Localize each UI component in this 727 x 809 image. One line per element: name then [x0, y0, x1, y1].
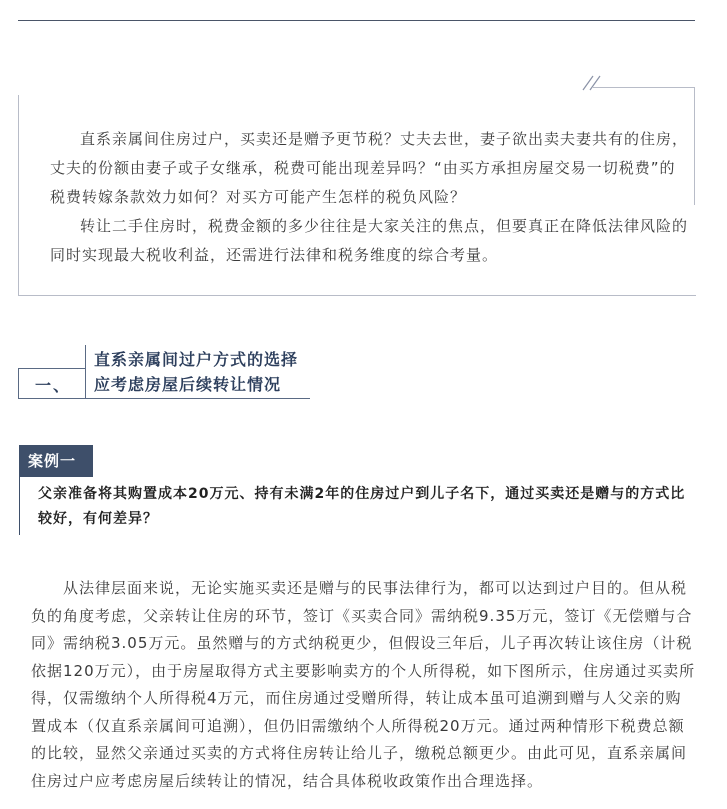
section-underline [85, 398, 310, 399]
case-side-line [19, 477, 20, 535]
section-number-box [18, 368, 85, 399]
top-divider [18, 20, 695, 21]
intro-paragraph: 转让二手住房时，税费金额的多少往往是大家关注的焦点，但要真正在降低法律风险的同时实现最大税收利益，还需进行法律和税务维度的综合考量。 [50, 217, 689, 264]
intro-box-bottom-border [18, 295, 696, 296]
intro-box-top-border [593, 87, 695, 88]
intro-box [18, 95, 696, 297]
section-title-line: 直系亲属间过户方式的选择 [94, 350, 299, 369]
intro-box-left-border [18, 95, 19, 295]
intro-paragraph: 直系亲属间住房过户，买卖还是赠予更节税？丈夫去世，妻子欲出卖夫妻共有的住房，丈夫的份额由妻子或子女继承，税费可能出现差异吗？“由买方承担房屋交易一切税费”的税费转嫁条款效力如何？对买方可能产生怎样的税负风险？ [50, 130, 689, 206]
case-question: 父亲准备将其购置成本20万元、持有未满2年的住房过户到儿子名下，通过买卖还是赠与的方式比较好，有何差异？ [38, 486, 686, 527]
intro-box-right-border [694, 87, 695, 205]
body-paragraph: 从法律层面来说，无论实施买卖还是赠与的民事法律行为，都可以达到过户目的。但从税负的角度考虑，父亲转让住房的环节，签订《买卖合同》需纳税9.35万元，签订《无偿赠与合同》需纳税3.05万元。虽然赠与的方式纳税更少，但假设三年后，儿子再次转让该住房（计税依据120万元），由于房屋取得方式主要影响卖方的个人所得税，如下图所示，住房通过买卖所得，仅需缴纳个人所得税4万元，而住房通过受赠所得，转让成本虽可追溯到赠与人父亲的购置成本（仅直系亲属间可追溯），但仍旧需缴纳个人所得税20万元。通过两种情形下税费总额的比较，显然父亲通过买卖的方式将住房转让给儿子，缴税总额更少。由此可见，直系亲属间住房过户应考虑房屋后续转让的情况，结合具体税收政策作出合理选择。 [31, 579, 696, 790]
section-title-line: 应考虑房屋后续转让情况 [94, 375, 282, 394]
section-title [94, 347, 298, 397]
intro-text [50, 125, 690, 270]
case-tag: 案例一 [19, 445, 93, 477]
section-number: 一、 [35, 376, 72, 395]
section-divider [85, 345, 86, 399]
double-slash-icon [581, 75, 603, 91]
section-heading [18, 345, 318, 400]
